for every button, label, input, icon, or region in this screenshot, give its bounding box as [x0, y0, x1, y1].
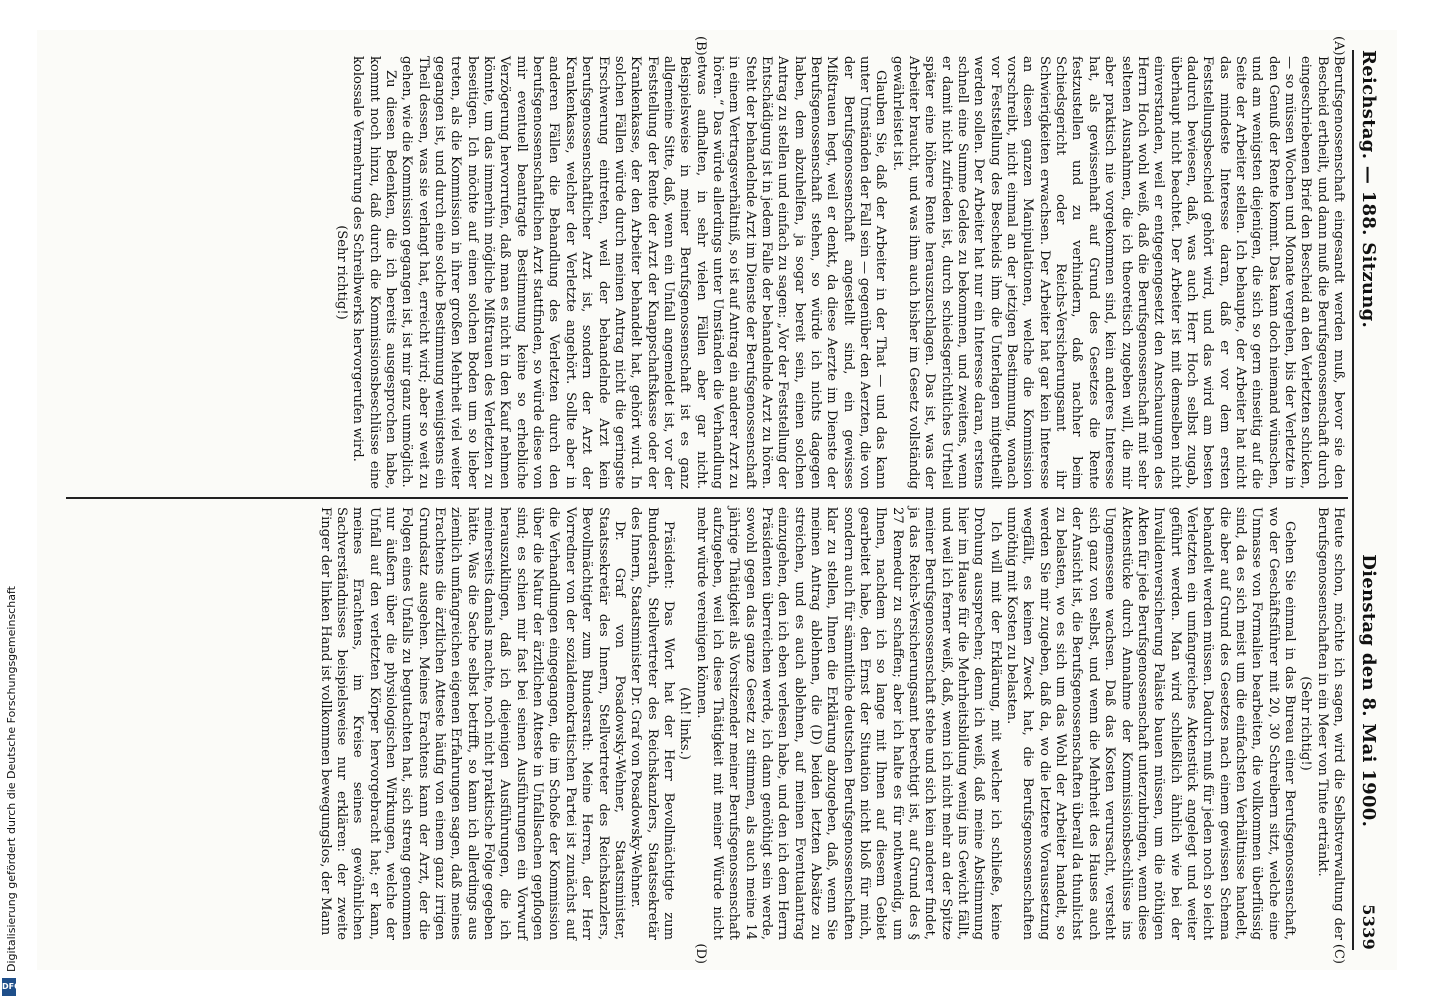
- right-column: [66, 501, 1348, 946]
- funding-credit: [0, 0, 20, 1000]
- paragraph: Glauben Sie, daß der Arbeiter in der That — und das kann unter Umständen der Fall sein — gegenüber den Aerzten, die von der Berufsgenossenschaft angestellt sind, ein gewisses Mißtrauen hegt, weil er denkt, da diese Aerzte im Dienste der Berufsgenossenschaft stehen, so würde ich nichts dagegen haben, dem abzuhelfen, ja sogar bereit sein, einen solchen Antrag zu stellen und einfach zu sagen: „Vor der Feststellung der Entschädigung ist in jedem Falle der behandelnde Arzt zu hören. Steht der behandelnde Arzt im Dienste der Berufsgenossenschaft in einem Vertragsverhältniß, so ist auf Antrag ein anderer Arzt zu hören.“ Das würde allerdings unter Umständen die Verhandlung etwas aufhalten, in sehr vielen Fällen aber gar nicht. Beispielsweise in meiner Berufsgenossenschaft ist es ganz allgemeine Sitte, daß, wenn ein Unfall angemeldet ist, vor der Feststellung der Rente der Arzt der Knappschaftskasse oder der Krankenkasse, der den Arbeiter behandelt hat, gehört wird. In solchen Fällen würde durch meinen Antrag nicht die geringste Erschwerung eintreten, weil der behandelnde Arzt kein berufsgenossenschaftlicher Arzt ist, sondern der Arzt der Krankenkasse, welcher der Verletzte angehört. Sollte aber in anderen Fällen die Behandlung des Verletzten durch den berufsgenossenschaftlichen Arzt stattfinden, so würde diese von mir eventuell beantragte Bestimmung keine so erhebliche Verzögerung hervorrufen, daß man es nicht in den Kauf nehmen könnte, um das immerhin mögliche Mißtrauen des Verletzten zu beseitigen. Ich möchte auf einen solchen Boden um so lieber treten, als die Kommission in ihrer großen Mehrheit viel weiter gegangen ist, und durch eine solche Bestimmung wenigstens ein Theil dessen, was sie verlangt hat, erreicht wird; aber so weit zu gehen, wie die Kommission gegangen ist, ist mir ganz unmöglich.: [399, 56, 889, 489]
- paragraph: Ich will mit der Erklärung, mit welcher ich schließe, keine Drohung aussprechen; denn ich weiß, daß meine Abstimmung hier im Hause für die Mehrheitsbildung wenig ins Gewicht fällt, und weil ich ferner weiß, daß, wenn ich nicht mehr an der Spitze meiner Berufsgenossenschaft stehe und sich kein anderer findet, ja das Reichs-Versicherungsamt berechtigt ist, auf Grund des § 27 Remedur zu schaffen; aber ich halte es für nothwendig, um Ihnen, nachdem ich so lange mit Ihnen auf diesem Gebiet gearbeitet habe, den Ernst der Situation nicht bloß für mich, sondern auch für sämmtliche deutschen Berufsgenossenschaften klar zu stellen, Ihnen die Erklärung abzugeben, daß, wenn Sie meinen Antrag ablehnen, die (D) beiden letzten Absätze zu streichen, und es auch ablehnen, auf meinen Eventualantrag einzugehen, den ich eben verlesen habe, und den ich dem Herrn Präsidenten überreichen werde, ich dann genöthigt sein werde, sowohl gegen das ganze Gesetz zu stimmen, als auch meine 14 jährige Thätigkeit als Vorsitzender meiner Berufsgenossenschaft aufzugeben, weil ich diese Thätigkeit mit meiner Würde nicht mehr würde vereinigen können.: [693, 507, 1003, 940]
- interjection: (Ah! links.): [677, 687, 693, 760]
- paragraph: Zu diesen Bedenken, die ich bereits ausgesprochen habe, kommt noch hinzu, daß durch die Kommissionsbeschlüsse eine kolossale Vermehrung des Schreibwerks hervorgerufen wird.: [350, 56, 399, 489]
- president-statement: Präsident: Das Wort hat der Herr Bevollmächtigte zum Bundesrath, Stellvertreter des Reichskanzlers, Staatssekretär des Innern, Staatsminister Dr. Graf von Posadowsky-Wehner.: [628, 507, 676, 940]
- paragraph: Gehen Sie einmal in das Bureau einer Berufsgenossenschaft, wo der Geschäftsführer mit 20, 30 Schreibern sitzt, welche eine Unmasse von Formalien bearbeiten, die vollkommen überflüssig sind, da es sich meist um die einfachsten Verhältnisse handelt, die aber auf Grund des Gesetzes nach einem gewissen Schema behandelt werden müssen. Dadurch muß für jeden noch so leicht Verletzten ein umfangreiches Aktenstück angelegt und weiter geführt werden. Man wird schließlich ähnlich wie bei der Invalidenversicherung Paläste bauen müssen, um die nöthigen Akten für jede Berufsgenossenschaft unterzubringen, wenn diese Aktenstücke durch Annahme der Kommissionsbeschlüsse ins Ungemessene wachsen. Daß das Kosten verursacht, versteht sich ganz von selbst, und wenn die Mehrheit des Hauses auch der Ansicht ist, die Berufsgenossenschaften überall da thunlichst zu belasten, wo es sich um das Wohl der Arbeiter handelt, so werden Sie mir zugeben, daß da, wo die letztere Voraussetzung wegfällt, es keinen Zweck hat, die Berufsgenossenschaften unnöthig mit Kosten zu belasten.: [1004, 507, 1297, 940]
- newspaper-page: [37, 30, 1397, 970]
- margin-marker-d: (D): [693, 943, 708, 964]
- paragraph: Dr. Graf von Posadowsky-Wehner, Staatsminister, Staatssekretär des Innern, Stellvertreter des Reichskanzlers, Bevollmächtigter zum Bundesrath: Meine Herren, der Herr Vorredner von der sozialdemokratischen Partei ist zunächst auf die Verhandlungen eingegangen, die im Schoße der Kommission über die Natur der ärztlichen Atteste in Unfallsachen gepflogen sind; es schien mir fast bei seinen Ausführungen ein Vorwurf herauszuklingen, daß ich diejenigen Ausführungen, die ich meinerseits damals machte, noch nicht praktische Folge gegeben hätte. Was die Sache selbst betrifft, so kann ich allerdings aus ziemlich umfangreichen eigenen Erfahrungen sagen, daß meines Erachtens die ärztlichen Atteste häufig von einem ganz irrigen Grundsatz ausgehen. Meines Erachtens kann der Arzt, der die Folgen eines Unfalls zu begutachten hat, sich streng genommen nur äußern über die physiologischen Wirkungen, welche der Unfall auf den verletzten Körper hervorgebracht hat; er kann, meines Erachtens, im Kreise seines gewöhnlichen Sachverständnisses beispielsweise nur erklären: der zweite Finger der linken Hand ist vollkommen bewegungslos, der Mann: [317, 507, 627, 940]
- page-header: [1352, 50, 1379, 950]
- interjection: (Sehr richtig!): [1298, 676, 1314, 771]
- header-session: Reichstag. — 188. Sitzung.: [1358, 50, 1379, 329]
- page-number: 5339: [1359, 904, 1378, 951]
- margin-marker-c: (C): [1331, 943, 1346, 964]
- interjection: (Sehr richtig!): [334, 225, 350, 320]
- dfg-logo-icon: DFG: [2, 978, 16, 996]
- paragraph: Heute schon, möchte ich sagen, wird die Selbstverwaltung der Berufsgenossenschaften in ein Meer von Tinte ertränkt.: [1314, 507, 1346, 940]
- paragraph: Berufsgenossenschaft eingesandt werden muß, bevor sie den Bescheid ertheilt, und dann muß die Berufsgenossenschaft durch eingeschriebenen Brief den Bescheid an den Verletzten schicken, — so müssen Wochen und Monate vergehen, bis der Verletzte in den Genuß der Rente kommt. Das kann doch niemand wünschen, und am wenigsten diejenigen, die sich so gern einseitig auf die Seite der Arbeiter stellen. Ich behaupte, der Arbeiter hat nicht das mindeste Interesse daran, daß er vor dem ersten Feststellungsbescheid gehört wird, und das wird am besten dadurch bewiesen, daß, was auch Herr Hoch selbst zugab, überhaupt nicht beachtet. Der Arbeiter ist mit demselben nicht einverstanden, weil er entgegengesetzt den Anschauungen des Herrn Hoch wohl weiß, daß die Berufsgenossenschaft mit sehr seltenen Ausnahmen, die ich theoretisch zugeben will, die mir aber praktisch nie vorgekommen sind, kein anderes Interesse hat, als gewissenhaft auf Grund des Gesetzes die Rente festzustellen und zu verhindern, daß nachher beim Schiedsgericht oder Reichs-Versicherungsamt ihr Schwierigkeiten erwachsen. Der Arbeiter hat gar kein Interesse an diesen ganzen Manipulationen, welche die Kommission vorschreibt, nicht einmal an der jetzigen Bestimmung, wonach vor Feststellung des Bescheids ihm die Unterlagen mitgetheilt werden sollen. Der Arbeiter hat nur ein Interesse daran, erstens schnell eine Summe Geldes zu bekommen, und zweitens, wenn er damit nicht zufrieden ist, durch schiedsgerichtliches Urtheil später eine höhere Rente herauszuschlagen. Das ist, was der Arbeiter braucht, und was ihm auch bisher im Gesetz vollständig gewährleistet ist.: [889, 56, 1346, 489]
- credit-text: Digitalisierung gefördert durch die Deutsche Forschungsgemeinschaft: [5, 586, 18, 972]
- margin-marker-a: (A): [1331, 36, 1346, 56]
- column-divider: [66, 497, 1348, 499]
- margin-marker-b: (B): [693, 36, 708, 56]
- text-columns: [66, 36, 1348, 964]
- left-column: [66, 50, 1348, 495]
- header-date: Dienstag den 8. Mai 1900.: [1358, 554, 1379, 828]
